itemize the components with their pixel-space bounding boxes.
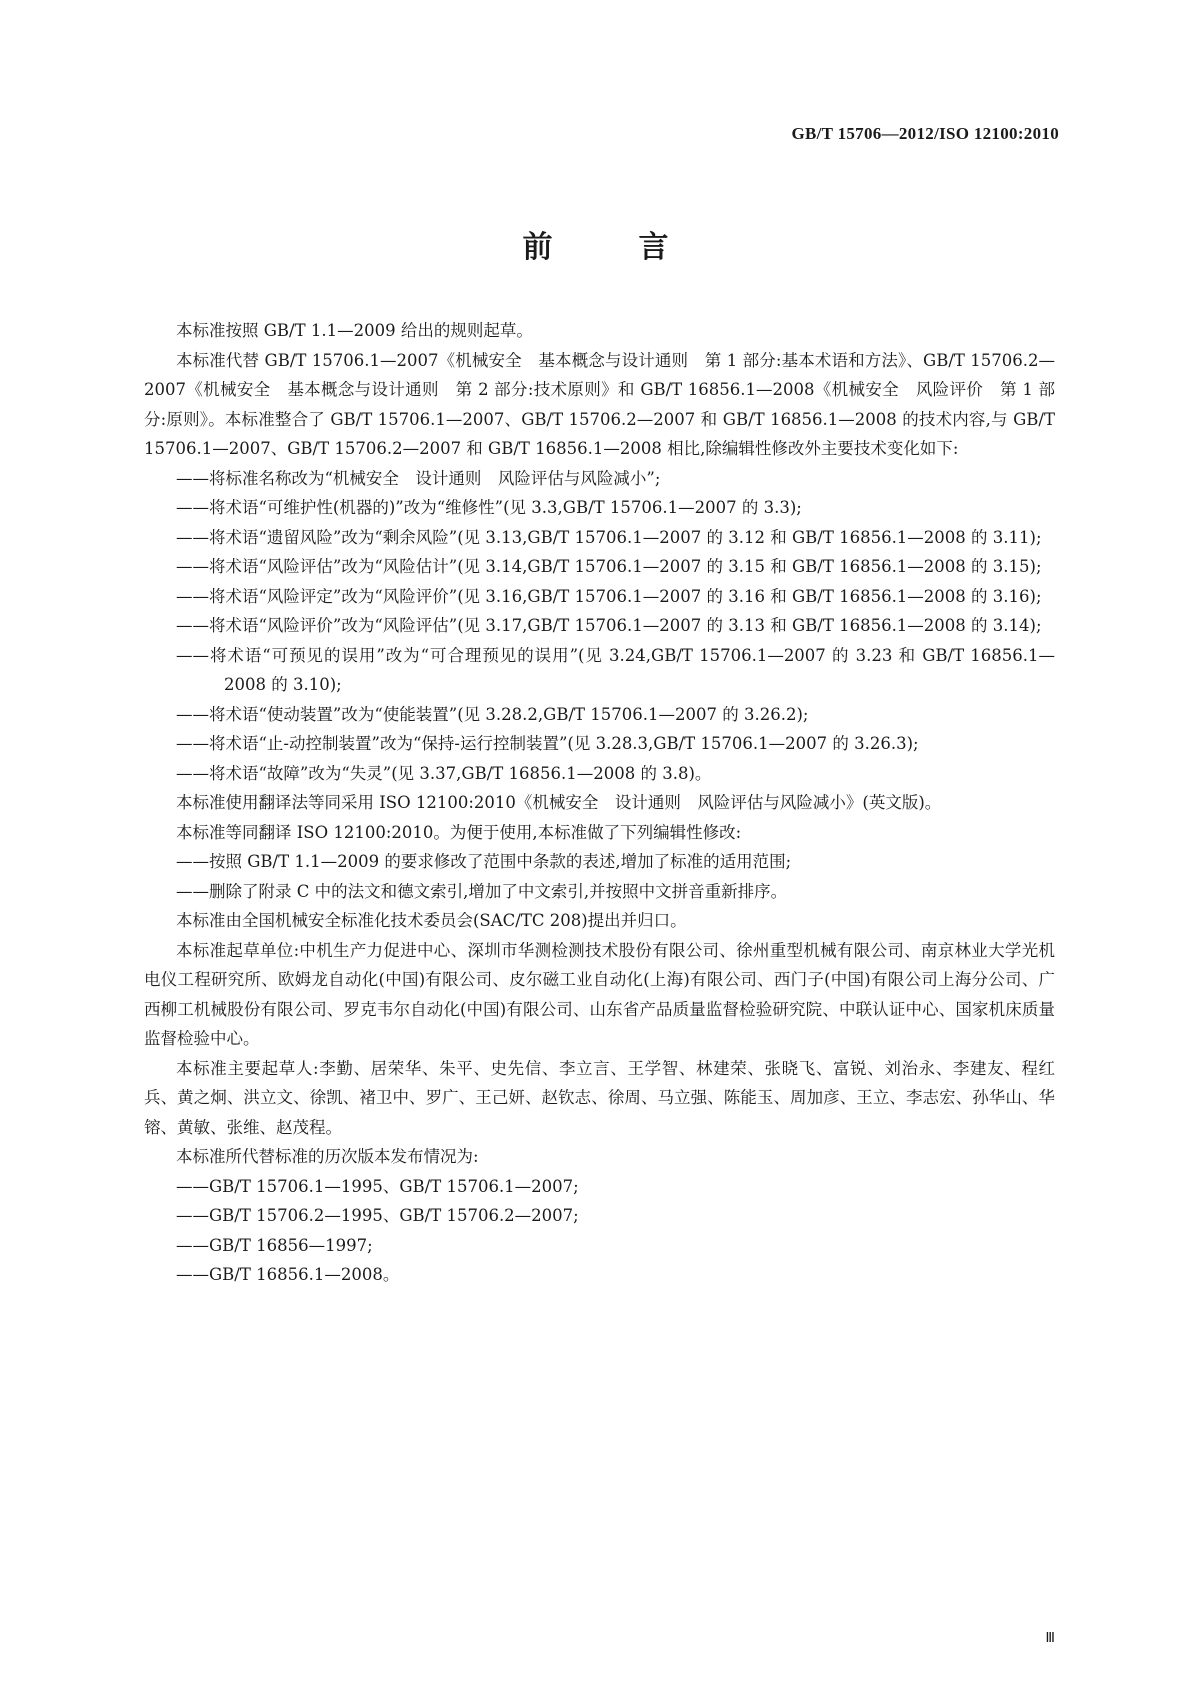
paragraph: 本标准按照 GB/T 1.1—2009 给出的规则起草。 (176, 321, 533, 340)
list-item: ——将术语“止-动控制装置”改为“保持-运行控制装置”(见 3.28.3,GB/T 15706.1—2007 的 3.26.3); (176, 734, 919, 753)
paragraph: 本标准等同翻译 ISO 12100:2010。为便于使用,本标准做了下列编辑性修改: (176, 822, 742, 842)
standard-number: GB/T 15706—2012/ISO 12100:2010 (791, 124, 1059, 143)
list-item: ——GB/T 15706.2—1995、GB/T 15706.2—2007; (176, 1206, 579, 1225)
paragraph: 本标准由全国机械安全标准化技术委员会(SAC/TC 208)提出并归口。 (176, 911, 687, 930)
list-item: ——将术语“风险评估”改为“风险估计”(见 3.14,GB/T 15706.1—2007 的 3.15 和 GB/T 16856.1—2008 的 3.15); (176, 557, 1042, 576)
list-item: ——将术语“遗留风险”改为“剩余风险”(见 3.13,GB/T 15706.1—2007 的 3.12 和 GB/T 16856.1—2008 的 3.11); (176, 527, 1042, 547)
list-item: ——GB/T 16856—1997; (176, 1235, 373, 1255)
list-item: ——按照 GB/T 1.1—2009 的要求修改了范围中条款的表述,增加了标准的适用范围; (176, 852, 792, 871)
list-item: ——将术语“可维护性(机器的)”改为“维修性”(见 3.3,GB/T 15706.1—2007 的 3.3); (176, 498, 802, 517)
list-item: ——将术语“可预见的误用”改为“可合理预见的误用”(见 3.24,GB/T 15706.1—2007 的 3.23 和 GB/T 16856.1—2008 的 3.10); (176, 645, 1055, 694)
document-body (144, 316, 1055, 1290)
list-item: ——GB/T 15706.1—1995、GB/T 15706.1—2007; (176, 1176, 579, 1196)
paragraph: 本标准使用翻译法等同采用 ISO 12100:2010《机械安全 设计通则 风险评估与风险减小》(英文版)。 (176, 793, 942, 812)
list-item: ——将术语“风险评定”改为“风险评价”(见 3.16,GB/T 15706.1—2007 的 3.16 和 GB/T 16856.1—2008 的 3.16); (176, 586, 1042, 606)
list-item: ——将标准名称改为“机械安全 设计通则 风险评估与风险减小”; (176, 468, 661, 488)
list-item: ——将术语“使动装置”改为“使能装置”(见 3.28.2,GB/T 15706.1—2007 的 3.26.2); (176, 704, 809, 724)
page-number: Ⅲ (1045, 1631, 1055, 1646)
list-item: ——将术语“风险评价”改为“风险评估”(见 3.17,GB/T 15706.1—2007 的 3.13 和 GB/T 16856.1—2008 的 3.14); (176, 616, 1042, 635)
list-item: ——GB/T 16856.1—2008。 (176, 1265, 400, 1284)
page-title: 前 言 (522, 230, 697, 265)
list-item: ——删除了附录 C 中的法文和德文索引,增加了中文索引,并按照中文拼音重新排序。 (176, 881, 788, 901)
list-item: ——将术语“故障”改为“失灵”(见 3.37,GB/T 16856.1—2008 的 3.8)。 (176, 763, 712, 783)
paragraph: 本标准所代替标准的历次版本发布情况为: (176, 1147, 479, 1166)
paragraph: 本标准主要起草人:李勤、居荣华、朱平、史先信、李立言、王学智、林建荣、张晓飞、富锐、刘治永、李建友、程红兵、黄之炯、洪立文、徐凯、褚卫中、罗广、王己妍、赵钦志、徐周、马立强、陈能玉、周加彦、王立、李志宏、孙华山、华镕、黄敏、张维、赵茂程。 (144, 1058, 1055, 1137)
paragraph: 本标准代替 GB/T 15706.1—2007《机械安全 基本概念与设计通则 第 1 部分:基本术语和方法》、GB/T 15706.2—2007《机械安全 基本概念与设计通则 第 2 部分:技术原则》和 GB/T 16856.1—2008《机械安全 风险评价 第 1 部分:原则》。本标准整合了 GB/T 15706.1—2007、GB/T 15706.2—2007 和 GB/T 16856.1—2008 的技术内容,与 GB/T 15706.1—2007、GB/T 15706.2—2007 和 GB/T 16856.1—2008 相比,除编辑性修改外主要技术变化如下: (144, 350, 1055, 458)
paragraph: 本标准起草单位:中机生产力促进中心、深圳市华测检测技术股份有限公司、徐州重型机械有限公司、南京林业大学光机电仪工程研究所、欧姆龙自动化(中国)有限公司、皮尔磁工业自动化(上海)有限公司、西门子(中国)有限公司上海分公司、广西柳工机械股份有限公司、罗克韦尔自动化(中国)有限公司、山东省产品质量监督检验研究院、中联认证中心、国家机床质量监督检验中心。 (144, 940, 1055, 1048)
